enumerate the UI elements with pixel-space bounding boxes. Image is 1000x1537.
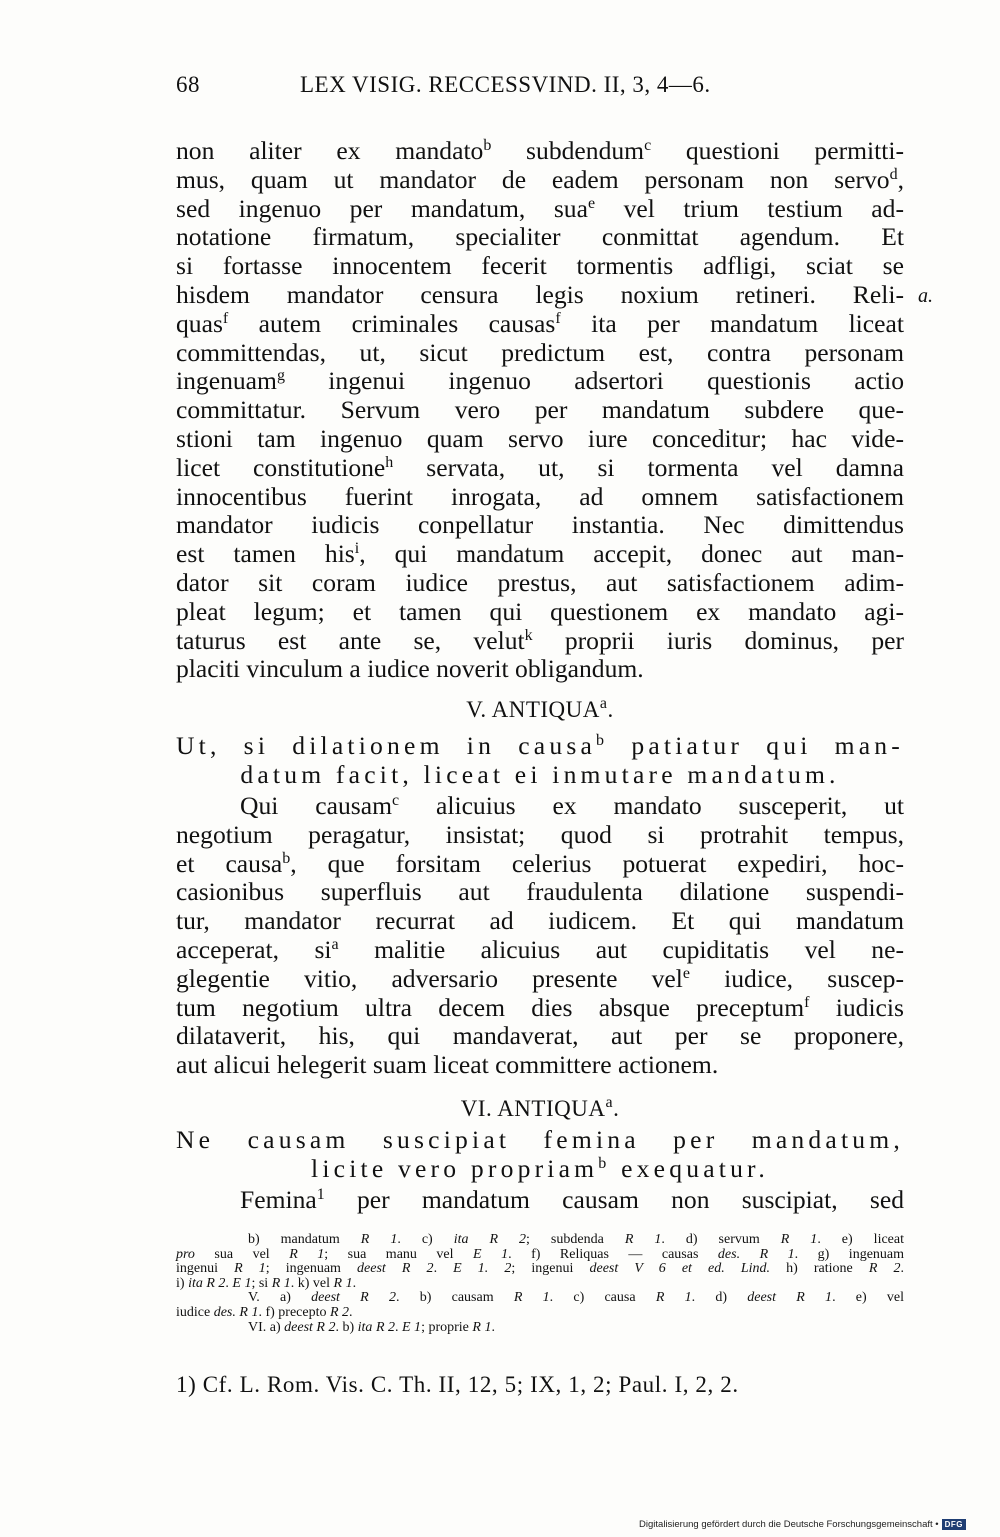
- text-line: pleat legum; et tamen qui questionem ex mandato agi-: [176, 596, 904, 626]
- text-line: glegentie vitio, adversario presente vel$^e$ iudice, suscep-: [176, 963, 904, 993]
- text-line: quas$^f$ autem criminales causas$^f$ ita per mandatum liceat: [176, 308, 904, 338]
- text-line: Femina$^1$ per mandatum causam non suscipiat, sed: [240, 1185, 904, 1214]
- text-line: aut alicui helegerit suam liceat committere actionem.: [176, 1050, 719, 1080]
- text-line: sed ingenuo per mandatum, sua$^e$ vel trium testium ad-: [176, 193, 904, 223]
- footnote-line: ingenui R 1; ingenuam deest R 2. E 1. 2; ingenui deest V 6 et ed. Lind. h) ratione R 2.: [176, 1261, 904, 1277]
- text-line: dilataverit, his, qui mandaverat, aut per se proponere,: [176, 1021, 904, 1051]
- footnote-line: pro sua vel R 1; sua manu vel E 1. f) Reliquas — causas des. R 1. g) ingenuam: [176, 1246, 905, 1262]
- section-vi-text: [176, 1186, 904, 1215]
- text-line: non aliter ex mandato$^b$ subdendum$^c$ questioni permitti-: [176, 136, 904, 165]
- page-number: 68: [176, 72, 200, 97]
- apparatus-footnotes: [176, 1233, 904, 1335]
- note-marker: i: [354, 540, 360, 558]
- text-line: committendas, ut, sicut predictum est, contra personam: [176, 337, 904, 367]
- note-marker: 1: [316, 1186, 325, 1203]
- text-line: taturus est ante se, velut$^k$ proprii iuris dominus, per: [176, 625, 905, 655]
- title-line: Ne causam suscipiat femina per mandatum,: [176, 1125, 904, 1154]
- text-line: tum negotium ultra decem dies absque preceptum$^f$ iudicis: [176, 992, 904, 1022]
- running-header: [176, 72, 904, 112]
- text-line: tur, mandator recurrat ad iudicem. Et qui mandatum: [176, 906, 904, 936]
- credit-text: Digitalisierung gefördert durch die Deutsche Forschungsgemeinschaft •: [639, 1519, 939, 1530]
- running-title: LEX VISIG. RECCESSVIND. II, 3, 4—6.: [300, 72, 711, 97]
- note-marker: a: [605, 1094, 614, 1111]
- title-line: licite vero propriam$^b$ exequatur.: [311, 1153, 769, 1183]
- title-line: datum facit, liceat ei inmutare mandatum.: [240, 759, 840, 789]
- note-marker: b: [596, 732, 609, 749]
- text-line: ingenuam$^g$ ingenui ingenuo adsertori questionis actio: [176, 366, 904, 396]
- text-line: casionibus superfluis aut fraudulenta dilatione suspendi-: [176, 877, 904, 907]
- heading-text: V. ANTIQUA$^a$.: [466, 695, 614, 722]
- footnote-line: V. a) deest R 2. b) causam R 1. c) causa R 1. d) deest R 1. e) vel: [248, 1290, 905, 1306]
- section-vi-title: [176, 1126, 904, 1184]
- footnote-line: VI. a) deest R 2. b) ita R 2. E 1; proprie R 1.: [248, 1319, 495, 1335]
- main-text-block: [176, 137, 904, 684]
- note-marker: a: [331, 935, 339, 953]
- text-line: placiti vinculum a iudice noverit obligandum.: [176, 654, 644, 684]
- note-marker: f: [555, 309, 561, 327]
- text-line: hisdem mandator censura legis noxium retineri. Reli-: [176, 279, 904, 309]
- footnote-line: iudice des. R 1. f) precepto R 2.: [176, 1304, 353, 1320]
- text-line: notatione firmatum, specialiter conmittat agendum. Et: [176, 222, 904, 252]
- note-marker: h: [385, 453, 394, 471]
- text-line: et causa$^b$, que forsitam celerius potuerat expediri, hoc-: [176, 848, 904, 878]
- section-v-heading: [176, 697, 904, 723]
- text-line: Qui causam$^c$ alicuius ex mandato susceperit, ut: [240, 791, 904, 820]
- title-line: Ut, si dilationem in causa$^b$ patiatur qui man-: [176, 731, 904, 760]
- note-marker: f: [222, 309, 229, 327]
- note-marker: b: [483, 137, 492, 154]
- text-line: dator sit coram iudice prestus, aut satisfactionem adim-: [176, 567, 904, 597]
- footnote-line: i) ita R 2. E 1; si R 1. k) vel R 1.: [176, 1275, 357, 1291]
- text-line: mus, quam ut mandator de eadem personam non servo$^d$,: [176, 164, 904, 194]
- margin-note: a.: [918, 285, 933, 307]
- note-marker: d: [889, 165, 898, 183]
- note-marker: g: [276, 367, 285, 385]
- digitization-credit: [639, 1519, 966, 1530]
- section-v-title: [176, 732, 904, 790]
- note-marker: e: [587, 194, 596, 212]
- text-line: si fortasse innocentem fecerit tormentis adfligi, sciat se: [176, 251, 904, 281]
- note-marker: b: [598, 1154, 611, 1172]
- dfg-logo: DFG: [942, 1519, 966, 1530]
- text-line: negotium peragatur, insistat; quod si protrahit tempus,: [176, 819, 904, 849]
- text-line: committatur. Servum vero per mandatum subdere que-: [176, 395, 904, 425]
- section-v-text: [176, 792, 904, 1080]
- note-marker: b: [282, 849, 291, 867]
- text-line: mandator iudicis conpellatur instantia. Nec dimittendus: [176, 510, 904, 540]
- heading-text: VI. ANTIQUA$^a$.: [460, 1094, 620, 1121]
- note-marker: c: [392, 792, 400, 809]
- footnote-line: b) mandatum R 1. c) ita R 2; subdenda R 1. d) servum R 1. e) liceat: [248, 1232, 904, 1247]
- text-line: licet constitutione$^h$ servata, ut, si tormenta vel damna: [176, 452, 904, 482]
- author-footnote: 1) Cf. L. Rom. Vis. C. Th. II, 12, 5; IX, 1, 2; Paul. I, 2, 2.: [176, 1372, 739, 1397]
- text-line: stioni tam ingenuo quam servo iure conceditur; hac vide-: [176, 423, 904, 453]
- note-marker: a: [599, 695, 608, 712]
- note-marker: k: [524, 626, 533, 644]
- note-marker: f: [804, 993, 810, 1011]
- text-line: innocentibus fuerint inrogata, ad omnem satisfactionem: [176, 481, 904, 511]
- text-line: acceperat, $si^a$ malitie alicuius aut cupiditatis vel ne-: [176, 934, 904, 964]
- section-vi-heading: [176, 1096, 904, 1122]
- note-marker: e: [682, 964, 690, 982]
- note-marker: c: [644, 137, 652, 154]
- text-line: est tamen his$^i$, qui mandatum accepit, donec aut man-: [176, 539, 904, 569]
